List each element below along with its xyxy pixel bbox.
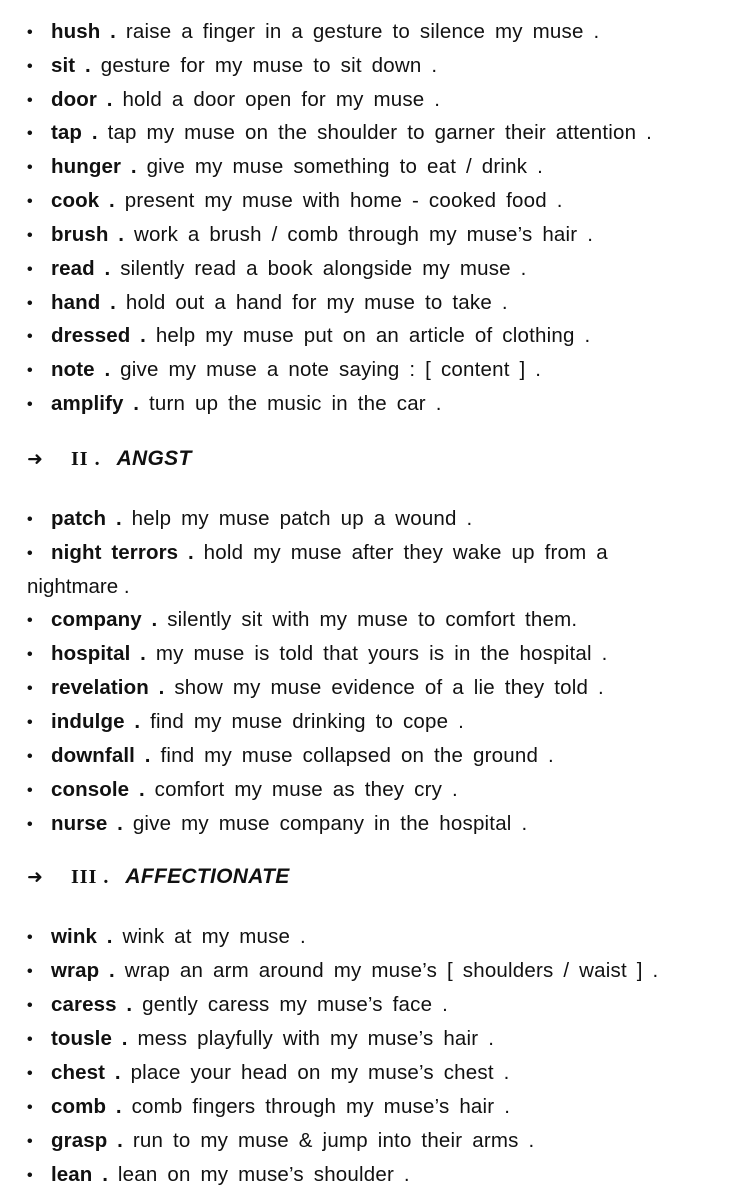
item-keyword: tousle . [51, 1027, 128, 1050]
list-item [27, 391, 742, 418]
section-number: III . [71, 866, 110, 888]
bullet-icon: • [27, 92, 33, 109]
item-keyword: patch . [51, 507, 122, 530]
item-keyword: downfall . [51, 744, 151, 767]
item-text: my muse is told that yours is in the hospital . [155, 642, 608, 665]
list-item [27, 188, 742, 215]
item-text: find my muse drinking to cope . [150, 710, 465, 733]
item-text: show my muse evidence of a lie they told . [174, 676, 604, 699]
item-text: help my muse put on an article of clothing . [155, 324, 591, 347]
item-keyword: hush . [51, 20, 116, 43]
bullet-icon: • [27, 1167, 33, 1184]
list-item [27, 357, 742, 384]
item-keyword: chest . [51, 1061, 121, 1084]
list-item [27, 992, 742, 1019]
item-keyword: grasp . [51, 1129, 123, 1152]
list-item [27, 222, 742, 249]
arrow-right-icon: ➜ [27, 866, 43, 888]
list-item [27, 290, 742, 317]
item-keyword: console . [51, 778, 145, 801]
item-keyword: door . [51, 88, 113, 111]
list-item [27, 777, 742, 804]
item-keyword: hand . [51, 291, 116, 314]
item-keyword: comb . [51, 1095, 122, 1118]
item-text: lean on my muse’s shoulder . [117, 1163, 410, 1186]
item-keyword: hunger . [51, 155, 137, 178]
item-keyword: nurse . [51, 812, 123, 835]
bullet-icon: • [27, 646, 33, 663]
bullet-icon: • [27, 1099, 33, 1116]
item-text: hold my muse after they wake up from a [203, 541, 608, 564]
item-keyword: read . [51, 257, 111, 280]
bullet-icon: • [27, 929, 33, 946]
item-text: place your head on my muse’s chest . [130, 1061, 510, 1084]
item-keyword: tap . [51, 121, 98, 144]
bullet-icon: • [27, 748, 33, 765]
bullet-icon: • [27, 1065, 33, 1082]
bullet-icon: • [27, 714, 33, 731]
item-text: hold out a hand for my muse to take . [125, 291, 508, 314]
item-keyword: revelation . [51, 676, 165, 699]
section-title: ANGST [116, 447, 192, 470]
item-keyword: hospital . [51, 642, 146, 665]
bullet-icon: • [27, 680, 33, 697]
item-text: give my muse something to eat / drink . [146, 155, 544, 178]
item-keyword: amplify . [51, 392, 140, 415]
item-keyword: night terrors . [51, 541, 194, 564]
item-text-continuation: nightmare . [27, 575, 130, 598]
list-item [27, 154, 742, 181]
item-keyword: dressed . [51, 324, 146, 347]
list-item [27, 1162, 742, 1189]
section-heading [27, 446, 192, 472]
bullet-icon: • [27, 58, 33, 75]
list-item [27, 1128, 742, 1155]
bullet-icon: • [27, 963, 33, 980]
item-keyword: caress . [51, 993, 133, 1016]
bullet-icon: • [27, 227, 33, 244]
list-item [27, 1060, 742, 1087]
item-text: give my muse a note saying : [ content ] . [120, 358, 542, 381]
bullet-icon: • [27, 997, 33, 1014]
item-text: find my muse collapsed on the ground . [160, 744, 554, 767]
item-text: turn up the music in the car . [148, 392, 442, 415]
list-item [27, 607, 742, 634]
list-item [27, 323, 742, 350]
bullet-icon: • [27, 24, 33, 41]
list-item [27, 1094, 742, 1121]
item-text: gently caress my muse’s face . [142, 993, 448, 1016]
bullet-icon: • [27, 125, 33, 142]
item-text: work a brush / comb through my muse’s hair . [133, 223, 594, 246]
bullet-icon: • [27, 193, 33, 210]
list-item [27, 924, 742, 951]
list-item [27, 120, 742, 147]
section-title: AFFECTIONATE [125, 865, 290, 888]
list-item [27, 743, 742, 770]
bullet-icon: • [27, 328, 33, 345]
list-item [27, 506, 742, 533]
item-text: gesture for my muse to sit down . [100, 54, 438, 77]
list-item [27, 540, 742, 567]
item-text: help my muse patch up a wound . [131, 507, 473, 530]
item-text: present my muse with home - cooked food . [124, 189, 563, 212]
bullet-icon: • [27, 159, 33, 176]
item-keyword: lean . [51, 1163, 109, 1186]
arrow-right-icon: ➜ [27, 448, 43, 470]
item-keyword: wink . [51, 925, 113, 948]
item-text: wink at my muse . [122, 925, 306, 948]
bullet-icon: • [27, 511, 33, 528]
item-text: mess playfully with my muse’s hair . [137, 1027, 495, 1050]
item-text: run to my muse & jump into their arms . [132, 1129, 535, 1152]
list-item [27, 709, 742, 736]
list-item [27, 1026, 742, 1053]
list-item [27, 256, 742, 283]
bullet-icon: • [27, 295, 33, 312]
bullet-icon: • [27, 1031, 33, 1048]
list-item [27, 53, 742, 80]
item-text: comfort my muse as they cry . [154, 778, 458, 801]
item-keyword: cook . [51, 189, 115, 212]
item-text: hold a door open for my muse . [122, 88, 441, 111]
section-number: II . [71, 448, 101, 470]
item-keyword: wrap . [51, 959, 115, 982]
list-item [27, 811, 742, 838]
item-keyword: company . [51, 608, 158, 631]
item-keyword: indulge . [51, 710, 141, 733]
item-text: wrap an arm around my muse’s [ shoulders / waist ] . [124, 959, 659, 982]
item-text: silently sit with my muse to comfort them. [167, 608, 578, 631]
list-item [27, 87, 742, 114]
section-heading [27, 864, 290, 890]
bullet-icon: • [27, 1133, 33, 1150]
list-item [27, 675, 742, 702]
item-keyword: note . [51, 358, 111, 381]
item-text: silently read a book alongside my muse . [120, 257, 527, 280]
item-keyword: sit . [51, 54, 91, 77]
item-keyword: brush . [51, 223, 125, 246]
bullet-icon: • [27, 612, 33, 629]
bullet-icon: • [27, 362, 33, 379]
list-item [27, 641, 742, 668]
item-text: comb fingers through my muse’s hair . [131, 1095, 511, 1118]
item-text: tap my muse on the shoulder to garner their attention . [107, 121, 652, 144]
bullet-icon: • [27, 816, 33, 833]
item-text: give my muse company in the hospital . [132, 812, 528, 835]
list-item [27, 958, 742, 985]
item-text: raise a finger in a gesture to silence my muse . [125, 20, 600, 43]
list-item [27, 19, 742, 46]
bullet-icon: • [27, 782, 33, 799]
bullet-icon: • [27, 396, 33, 413]
bullet-icon: • [27, 261, 33, 278]
bullet-icon: • [27, 545, 33, 562]
